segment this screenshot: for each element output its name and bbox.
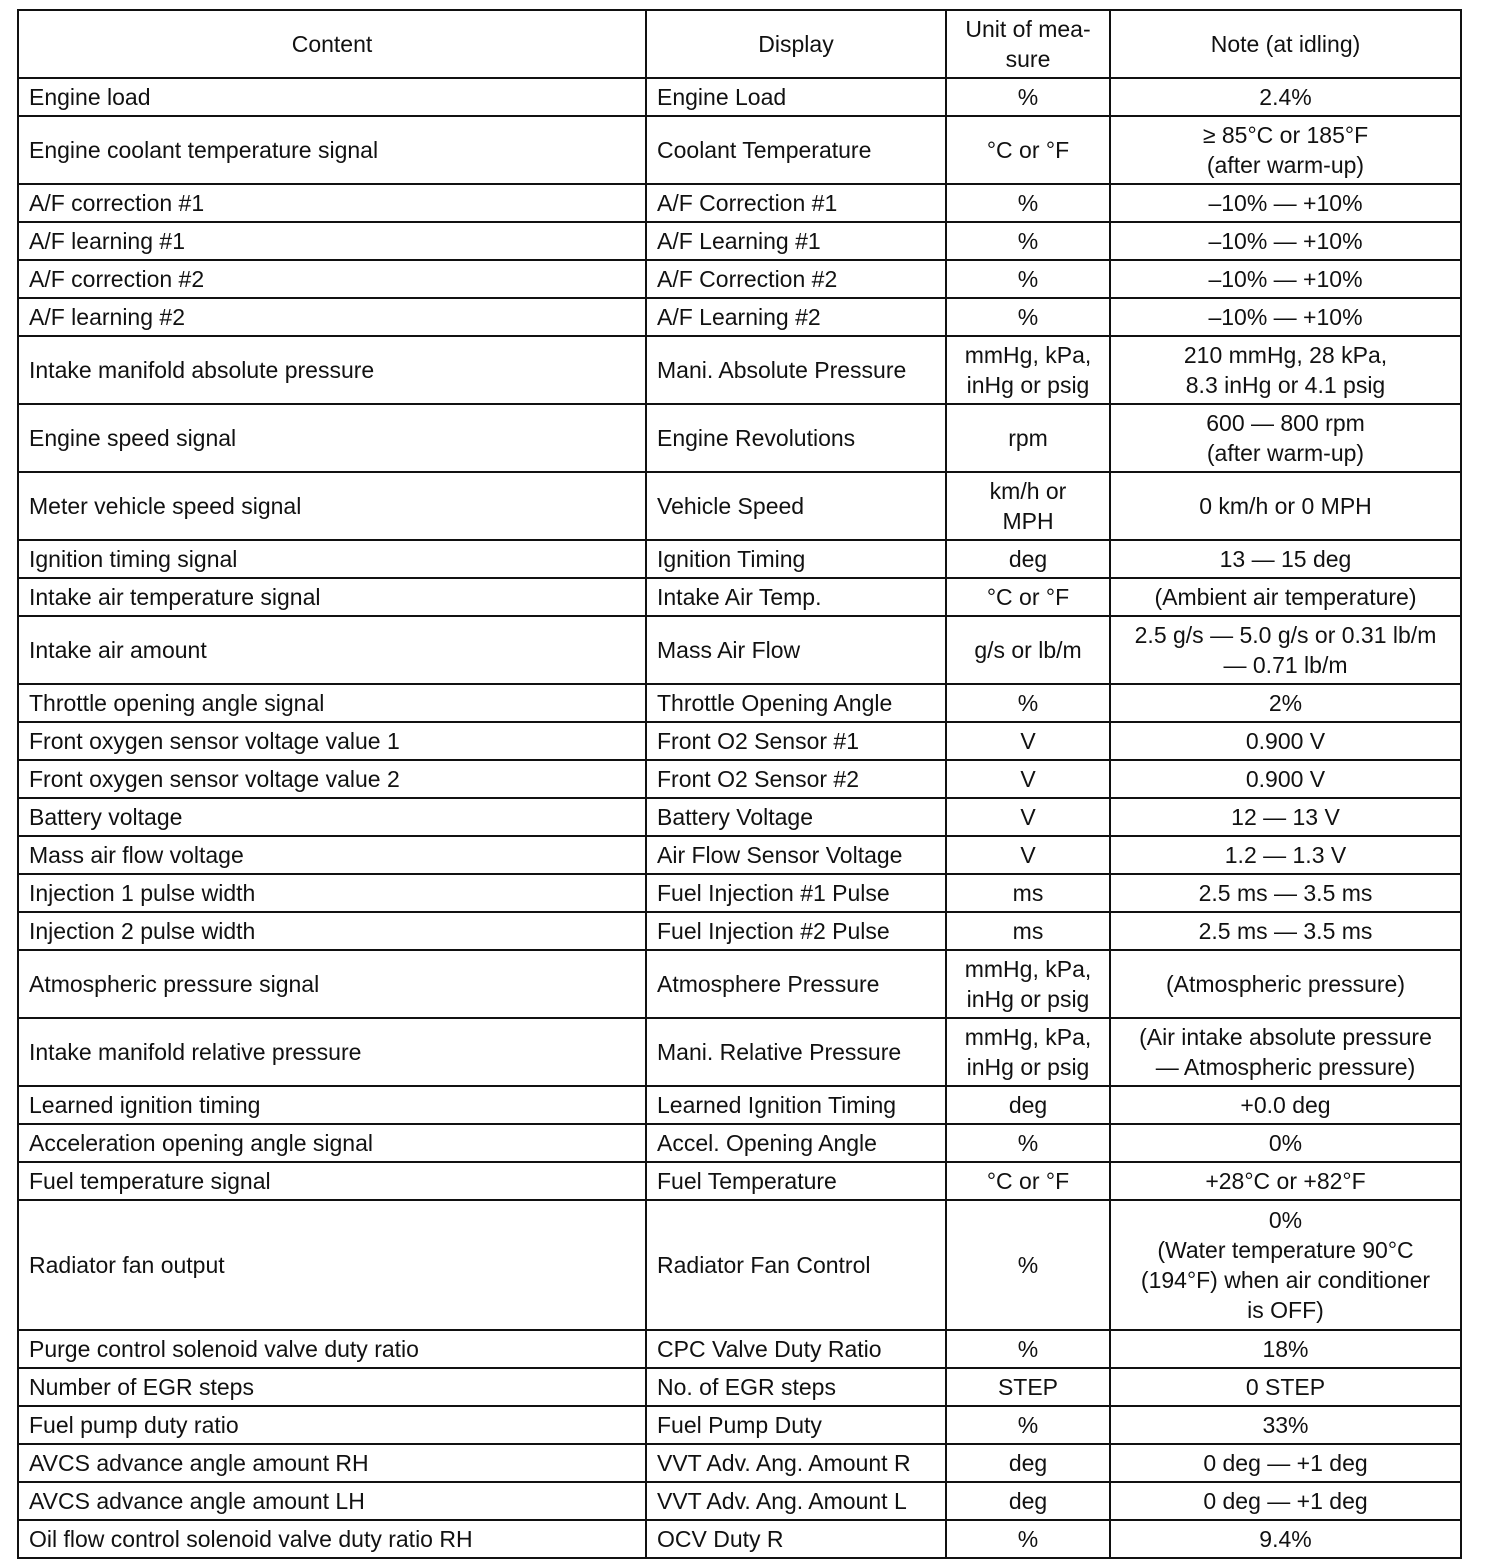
cell-note: 0% (Water temperature 90°C (194°F) when air conditioner is OFF)	[1110, 1200, 1461, 1330]
cell-unit: %	[946, 1406, 1110, 1444]
cell-display: Atmosphere Pressure	[646, 950, 946, 1018]
cell-content: Intake manifold relative pressure	[18, 1018, 646, 1086]
table-row	[18, 260, 1461, 298]
cell-note: –10% — +10%	[1110, 298, 1461, 336]
cell-unit: km/h or MPH	[946, 472, 1110, 540]
cell-unit: ms	[946, 874, 1110, 912]
table-row	[18, 336, 1461, 404]
cell-unit: %	[946, 78, 1110, 116]
cell-note: +28°C or +82°F	[1110, 1162, 1461, 1200]
cell-note: 2.5 ms — 3.5 ms	[1110, 874, 1461, 912]
table-row	[18, 874, 1461, 912]
cell-display: A/F Learning #1	[646, 222, 946, 260]
cell-content: Intake air amount	[18, 616, 646, 684]
cell-note: 9.4%	[1110, 1520, 1461, 1558]
cell-content: Ignition timing signal	[18, 540, 646, 578]
cell-display: Fuel Pump Duty	[646, 1406, 946, 1444]
cell-content: Intake manifold absolute pressure	[18, 336, 646, 404]
cell-unit: %	[946, 184, 1110, 222]
cell-display: Fuel Temperature	[646, 1162, 946, 1200]
cell-unit: %	[946, 684, 1110, 722]
cell-display: Vehicle Speed	[646, 472, 946, 540]
cell-unit: %	[946, 298, 1110, 336]
cell-content: Meter vehicle speed signal	[18, 472, 646, 540]
cell-display: VVT Adv. Ang. Amount R	[646, 1444, 946, 1482]
cell-display: Fuel Injection #2 Pulse	[646, 912, 946, 950]
cell-unit: mmHg, kPa, inHg or psig	[946, 336, 1110, 404]
cell-unit: %	[946, 260, 1110, 298]
table-row	[18, 1162, 1461, 1200]
cell-content: Purge control solenoid valve duty ratio	[18, 1330, 646, 1368]
table-row	[18, 222, 1461, 260]
cell-unit: deg	[946, 1086, 1110, 1124]
cell-unit: V	[946, 798, 1110, 836]
table-row	[18, 1200, 1461, 1330]
table-row	[18, 1330, 1461, 1368]
diagnostic-data-table	[17, 9, 1462, 1559]
cell-content: AVCS advance angle amount RH	[18, 1444, 646, 1482]
cell-unit: %	[946, 1124, 1110, 1162]
cell-display: A/F Correction #2	[646, 260, 946, 298]
cell-note: 2.4%	[1110, 78, 1461, 116]
cell-display: Engine Load	[646, 78, 946, 116]
cell-content: Front oxygen sensor voltage value 1	[18, 722, 646, 760]
cell-unit: g/s or lb/m	[946, 616, 1110, 684]
cell-content: Engine coolant temperature signal	[18, 116, 646, 184]
cell-note: –10% — +10%	[1110, 222, 1461, 260]
cell-unit: °C or °F	[946, 578, 1110, 616]
cell-content: Injection 1 pulse width	[18, 874, 646, 912]
table-row	[18, 616, 1461, 684]
cell-unit: V	[946, 722, 1110, 760]
cell-content: Engine load	[18, 78, 646, 116]
table-row	[18, 912, 1461, 950]
cell-content: Injection 2 pulse width	[18, 912, 646, 950]
cell-unit: deg	[946, 1482, 1110, 1520]
table-row	[18, 684, 1461, 722]
cell-note: 0.900 V	[1110, 722, 1461, 760]
cell-note: (Air intake absolute pressure — Atmospheric pressure)	[1110, 1018, 1461, 1086]
cell-note: 210 mmHg, 28 kPa, 8.3 inHg or 4.1 psig	[1110, 336, 1461, 404]
table-row	[18, 540, 1461, 578]
cell-content: Battery voltage	[18, 798, 646, 836]
cell-display: Engine Revolutions	[646, 404, 946, 472]
cell-content: Radiator fan output	[18, 1200, 646, 1330]
table-row	[18, 1124, 1461, 1162]
header-display: Display	[646, 10, 946, 78]
cell-display: Throttle Opening Angle	[646, 684, 946, 722]
table-row	[18, 722, 1461, 760]
cell-content: Mass air flow voltage	[18, 836, 646, 874]
cell-content: A/F correction #1	[18, 184, 646, 222]
cell-note: 12 — 13 V	[1110, 798, 1461, 836]
cell-display: Coolant Temperature	[646, 116, 946, 184]
cell-unit: V	[946, 760, 1110, 798]
cell-unit: %	[946, 1200, 1110, 1330]
cell-display: Fuel Injection #1 Pulse	[646, 874, 946, 912]
cell-display: Battery Voltage	[646, 798, 946, 836]
header-content: Content	[18, 10, 646, 78]
cell-note: 2%	[1110, 684, 1461, 722]
cell-display: No. of EGR steps	[646, 1368, 946, 1406]
cell-unit: %	[946, 222, 1110, 260]
cell-unit: %	[946, 1520, 1110, 1558]
table-row	[18, 836, 1461, 874]
cell-note: 1.2 — 1.3 V	[1110, 836, 1461, 874]
table-header-row	[18, 10, 1461, 78]
cell-display: Mani. Relative Pressure	[646, 1018, 946, 1086]
cell-content: Front oxygen sensor voltage value 2	[18, 760, 646, 798]
cell-unit: STEP	[946, 1368, 1110, 1406]
cell-note: 2.5 g/s — 5.0 g/s or 0.31 lb/m — 0.71 lb/m	[1110, 616, 1461, 684]
table-row	[18, 1406, 1461, 1444]
cell-display: Mass Air Flow	[646, 616, 946, 684]
table-row	[18, 1368, 1461, 1406]
table-row	[18, 1018, 1461, 1086]
cell-unit: deg	[946, 540, 1110, 578]
header-unit: Unit of mea- sure	[946, 10, 1110, 78]
table-row	[18, 950, 1461, 1018]
table-row	[18, 404, 1461, 472]
cell-note: (Atmospheric pressure)	[1110, 950, 1461, 1018]
cell-unit: V	[946, 836, 1110, 874]
cell-content: Intake air temperature signal	[18, 578, 646, 616]
cell-display: A/F Correction #1	[646, 184, 946, 222]
cell-note: –10% — +10%	[1110, 184, 1461, 222]
table-row	[18, 78, 1461, 116]
table-row	[18, 116, 1461, 184]
cell-unit: deg	[946, 1444, 1110, 1482]
cell-note: ≥ 85°C or 185°F (after warm-up)	[1110, 116, 1461, 184]
cell-content: Number of EGR steps	[18, 1368, 646, 1406]
cell-note: 13 — 15 deg	[1110, 540, 1461, 578]
cell-content: Engine speed signal	[18, 404, 646, 472]
cell-display: Ignition Timing	[646, 540, 946, 578]
cell-display: VVT Adv. Ang. Amount L	[646, 1482, 946, 1520]
cell-display: Radiator Fan Control	[646, 1200, 946, 1330]
table-row	[18, 798, 1461, 836]
cell-note: 0 deg — +1 deg	[1110, 1444, 1461, 1482]
cell-note: (Ambient air temperature)	[1110, 578, 1461, 616]
cell-unit: rpm	[946, 404, 1110, 472]
cell-note: 0.900 V	[1110, 760, 1461, 798]
cell-unit: °C or °F	[946, 116, 1110, 184]
cell-note: 0 STEP	[1110, 1368, 1461, 1406]
table-row	[18, 1520, 1461, 1558]
cell-display: Front O2 Sensor #1	[646, 722, 946, 760]
cell-note: 18%	[1110, 1330, 1461, 1368]
cell-display: Intake Air Temp.	[646, 578, 946, 616]
cell-display: Air Flow Sensor Voltage	[646, 836, 946, 874]
table-row	[18, 1086, 1461, 1124]
cell-unit: %	[946, 1330, 1110, 1368]
cell-display: Mani. Absolute Pressure	[646, 336, 946, 404]
cell-display: OCV Duty R	[646, 1520, 946, 1558]
table-row	[18, 472, 1461, 540]
cell-unit: mmHg, kPa, inHg or psig	[946, 950, 1110, 1018]
cell-unit: °C or °F	[946, 1162, 1110, 1200]
cell-content: Acceleration opening angle signal	[18, 1124, 646, 1162]
cell-content: A/F learning #1	[18, 222, 646, 260]
table-row	[18, 1444, 1461, 1482]
table-row	[18, 578, 1461, 616]
cell-content: AVCS advance angle amount LH	[18, 1482, 646, 1520]
table-row	[18, 760, 1461, 798]
cell-note: 0 deg — +1 deg	[1110, 1482, 1461, 1520]
cell-note: 600 — 800 rpm (after warm-up)	[1110, 404, 1461, 472]
cell-content: Fuel temperature signal	[18, 1162, 646, 1200]
cell-unit: ms	[946, 912, 1110, 950]
cell-content: Oil flow control solenoid valve duty ratio RH	[18, 1520, 646, 1558]
cell-display: Front O2 Sensor #2	[646, 760, 946, 798]
cell-content: A/F correction #2	[18, 260, 646, 298]
cell-content: Learned ignition timing	[18, 1086, 646, 1124]
cell-display: A/F Learning #2	[646, 298, 946, 336]
cell-content: A/F learning #2	[18, 298, 646, 336]
cell-note: 2.5 ms — 3.5 ms	[1110, 912, 1461, 950]
cell-display: CPC Valve Duty Ratio	[646, 1330, 946, 1368]
table-row	[18, 298, 1461, 336]
cell-content: Atmospheric pressure signal	[18, 950, 646, 1018]
cell-unit: mmHg, kPa, inHg or psig	[946, 1018, 1110, 1086]
cell-display: Learned Ignition Timing	[646, 1086, 946, 1124]
table-row	[18, 184, 1461, 222]
header-note: Note (at idling)	[1110, 10, 1461, 78]
cell-note: 0 km/h or 0 MPH	[1110, 472, 1461, 540]
cell-content: Throttle opening angle signal	[18, 684, 646, 722]
table-row	[18, 1482, 1461, 1520]
cell-content: Fuel pump duty ratio	[18, 1406, 646, 1444]
cell-note: –10% — +10%	[1110, 260, 1461, 298]
cell-note: 33%	[1110, 1406, 1461, 1444]
cell-note: +0.0 deg	[1110, 1086, 1461, 1124]
cell-display: Accel. Opening Angle	[646, 1124, 946, 1162]
cell-note: 0%	[1110, 1124, 1461, 1162]
